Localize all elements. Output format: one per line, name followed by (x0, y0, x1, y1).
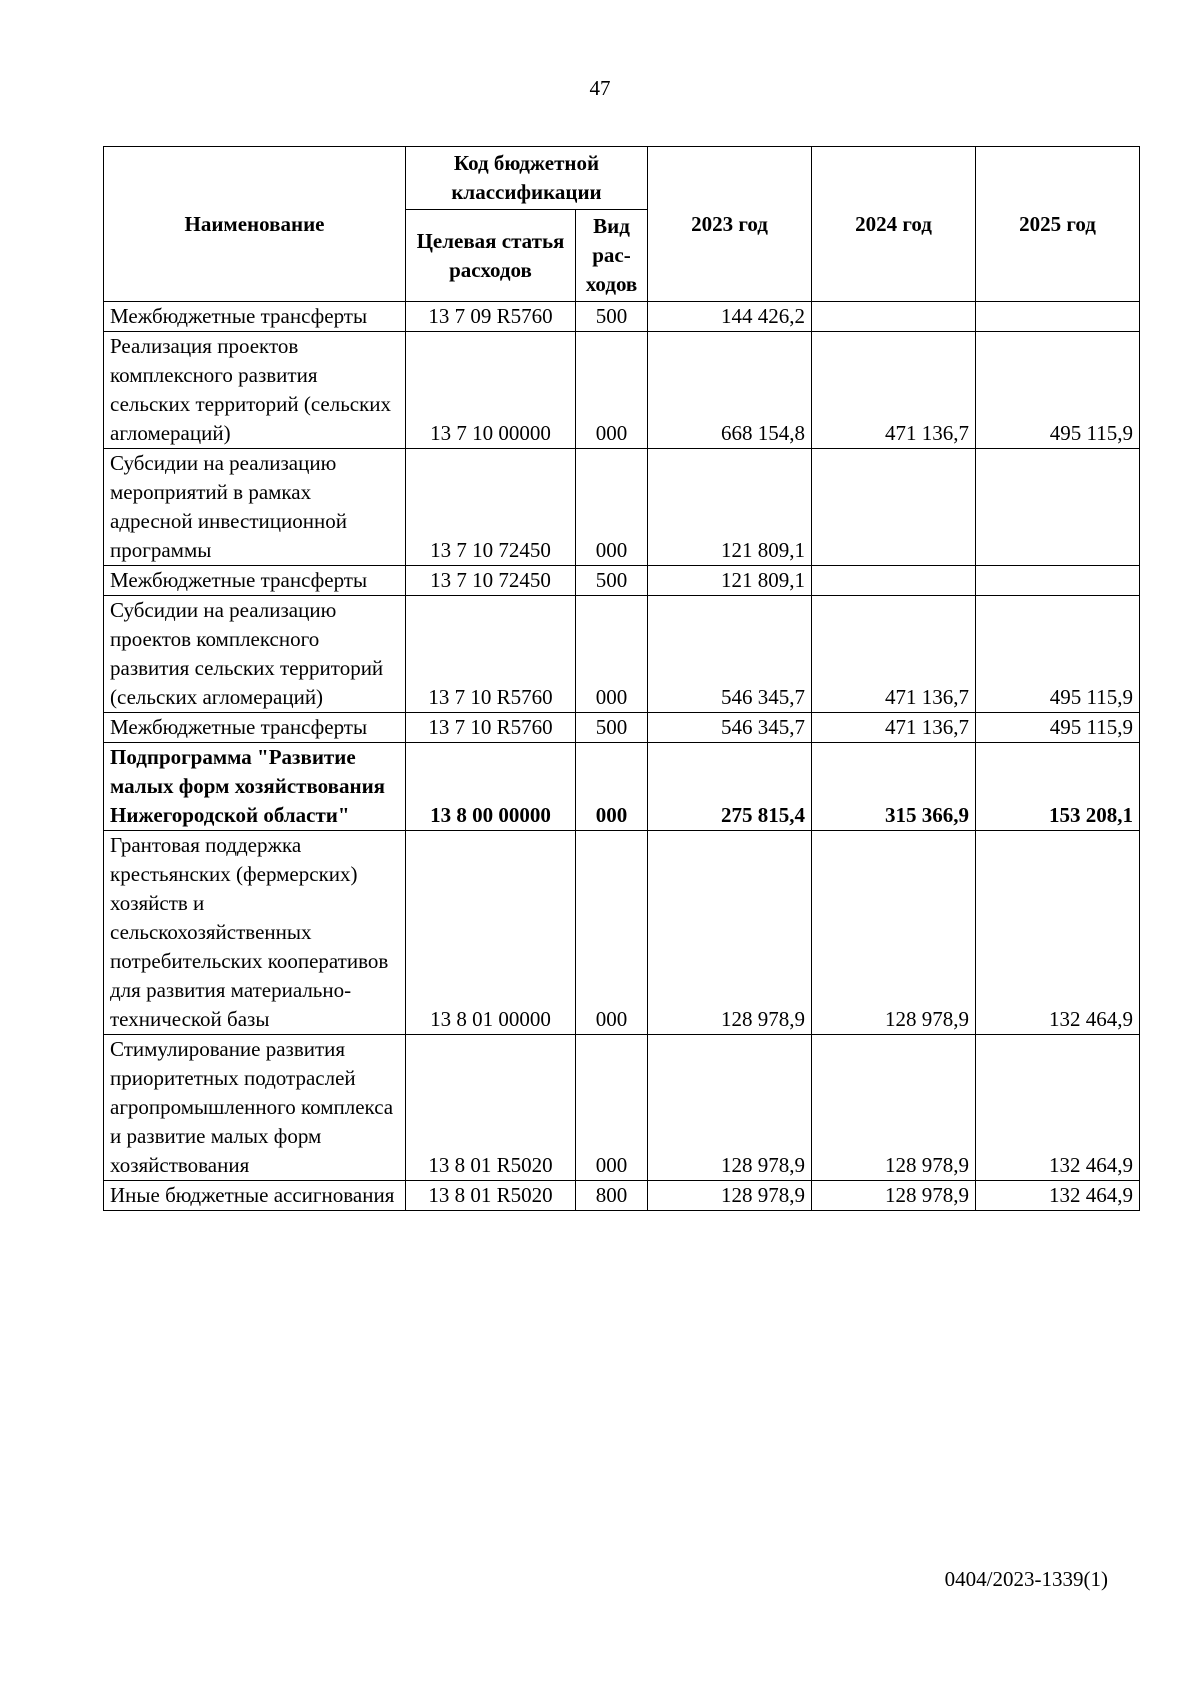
table-row (104, 1181, 1140, 1211)
row-code-cell: 13 7 10 72450 (406, 566, 576, 596)
row-code-cell: 13 7 10 00000 (406, 332, 576, 449)
row-2025-cell (976, 302, 1140, 332)
row-kind-cell: 500 (576, 566, 648, 596)
header-name: Наименование (104, 147, 406, 302)
header-2023: 2023 год (648, 147, 812, 302)
row-2024-cell: 128 978,9 (812, 1035, 976, 1181)
row-code-cell: 13 7 10 R5760 (406, 596, 576, 713)
table-row (104, 713, 1140, 743)
budget-table (103, 146, 1140, 1211)
table-body (104, 302, 1140, 1211)
row-2023-cell: 546 345,7 (648, 713, 812, 743)
row-kind-cell: 000 (576, 596, 648, 713)
row-2025-cell: 495 115,9 (976, 332, 1140, 449)
row-name-cell: Реализация проектов комплексного развития сельских территорий (сельских агломераций) (104, 332, 406, 449)
row-name-cell: Грантовая поддержка крестьянских (фермерских) хозяйств и сельскохозяйственных потребительских кооперативов для развития материально-технической базы (104, 831, 406, 1035)
row-2024-cell: 128 978,9 (812, 1181, 976, 1211)
row-name-cell: Межбюджетные трансферты (104, 713, 406, 743)
row-code-cell: 13 8 01 R5020 (406, 1035, 576, 1181)
row-kind-cell: 000 (576, 743, 648, 831)
row-2024-cell: 471 136,7 (812, 332, 976, 449)
table-row (104, 831, 1140, 1035)
row-2024-cell (812, 566, 976, 596)
header-2025: 2025 год (976, 147, 1140, 302)
page-number: 47 (589, 76, 611, 100)
row-name-cell: Межбюджетные трансферты (104, 566, 406, 596)
row-kind-cell: 000 (576, 332, 648, 449)
table-row (104, 743, 1140, 831)
row-2023-cell: 144 426,2 (648, 302, 812, 332)
row-kind-cell: 000 (576, 449, 648, 566)
header-target-article: Целевая статья расходов (406, 210, 576, 302)
table-row (104, 1035, 1140, 1181)
table-row (104, 566, 1140, 596)
row-2024-cell (812, 449, 976, 566)
row-2023-cell: 121 809,1 (648, 566, 812, 596)
header-code-group: Код бюджетной классификации (406, 147, 648, 210)
row-2025-cell (976, 449, 1140, 566)
row-name-cell: Стимулирование развития приоритетных подотраслей агропромышленного комплекса и развитие малых форм хозяйствования (104, 1035, 406, 1181)
row-kind-cell: 000 (576, 831, 648, 1035)
row-2023-cell: 128 978,9 (648, 1181, 812, 1211)
row-2023-cell: 128 978,9 (648, 1035, 812, 1181)
row-2025-cell: 495 115,9 (976, 596, 1140, 713)
row-name-cell: Подпрограмма "Развитие малых форм хозяйствования Нижегородской области" (104, 743, 406, 831)
row-2025-cell: 132 464,9 (976, 1035, 1140, 1181)
table-row (104, 302, 1140, 332)
row-2025-cell: 132 464,9 (976, 831, 1140, 1035)
row-2025-cell (976, 566, 1140, 596)
row-2023-cell: 128 978,9 (648, 831, 812, 1035)
row-code-cell: 13 8 01 00000 (406, 831, 576, 1035)
row-2025-cell: 153 208,1 (976, 743, 1140, 831)
table-header (104, 147, 1140, 302)
row-2025-cell: 495 115,9 (976, 713, 1140, 743)
table-row (104, 449, 1140, 566)
row-code-cell: 13 8 01 R5020 (406, 1181, 576, 1211)
row-2024-cell (812, 302, 976, 332)
row-code-cell: 13 7 10 72450 (406, 449, 576, 566)
row-name-cell: Иные бюджетные ассигнования (104, 1181, 406, 1211)
document-id: 0404/2023-1339(1) (944, 1567, 1108, 1591)
row-code-cell: 13 8 00 00000 (406, 743, 576, 831)
row-2023-cell: 668 154,8 (648, 332, 812, 449)
row-2024-cell: 315 366,9 (812, 743, 976, 831)
table-row (104, 332, 1140, 449)
row-name-cell: Субсидии на реализацию проектов комплексного развития сельских территорий (сельских агломераций) (104, 596, 406, 713)
table-row (104, 596, 1140, 713)
row-name-cell: Субсидии на реализацию мероприятий в рамках адресной инвестиционной программы (104, 449, 406, 566)
row-kind-cell: 500 (576, 302, 648, 332)
header-expense-type: Вид рас- ходов (576, 210, 648, 302)
row-2024-cell: 471 136,7 (812, 713, 976, 743)
row-2023-cell: 275 815,4 (648, 743, 812, 831)
row-2024-cell: 128 978,9 (812, 831, 976, 1035)
row-2024-cell: 471 136,7 (812, 596, 976, 713)
row-2025-cell: 132 464,9 (976, 1181, 1140, 1211)
row-kind-cell: 500 (576, 713, 648, 743)
row-kind-cell: 800 (576, 1181, 648, 1211)
row-name-cell: Межбюджетные трансферты (104, 302, 406, 332)
row-code-cell: 13 7 09 R5760 (406, 302, 576, 332)
header-2024: 2024 год (812, 147, 976, 302)
row-kind-cell: 000 (576, 1035, 648, 1181)
row-code-cell: 13 7 10 R5760 (406, 713, 576, 743)
row-2023-cell: 546 345,7 (648, 596, 812, 713)
row-2023-cell: 121 809,1 (648, 449, 812, 566)
